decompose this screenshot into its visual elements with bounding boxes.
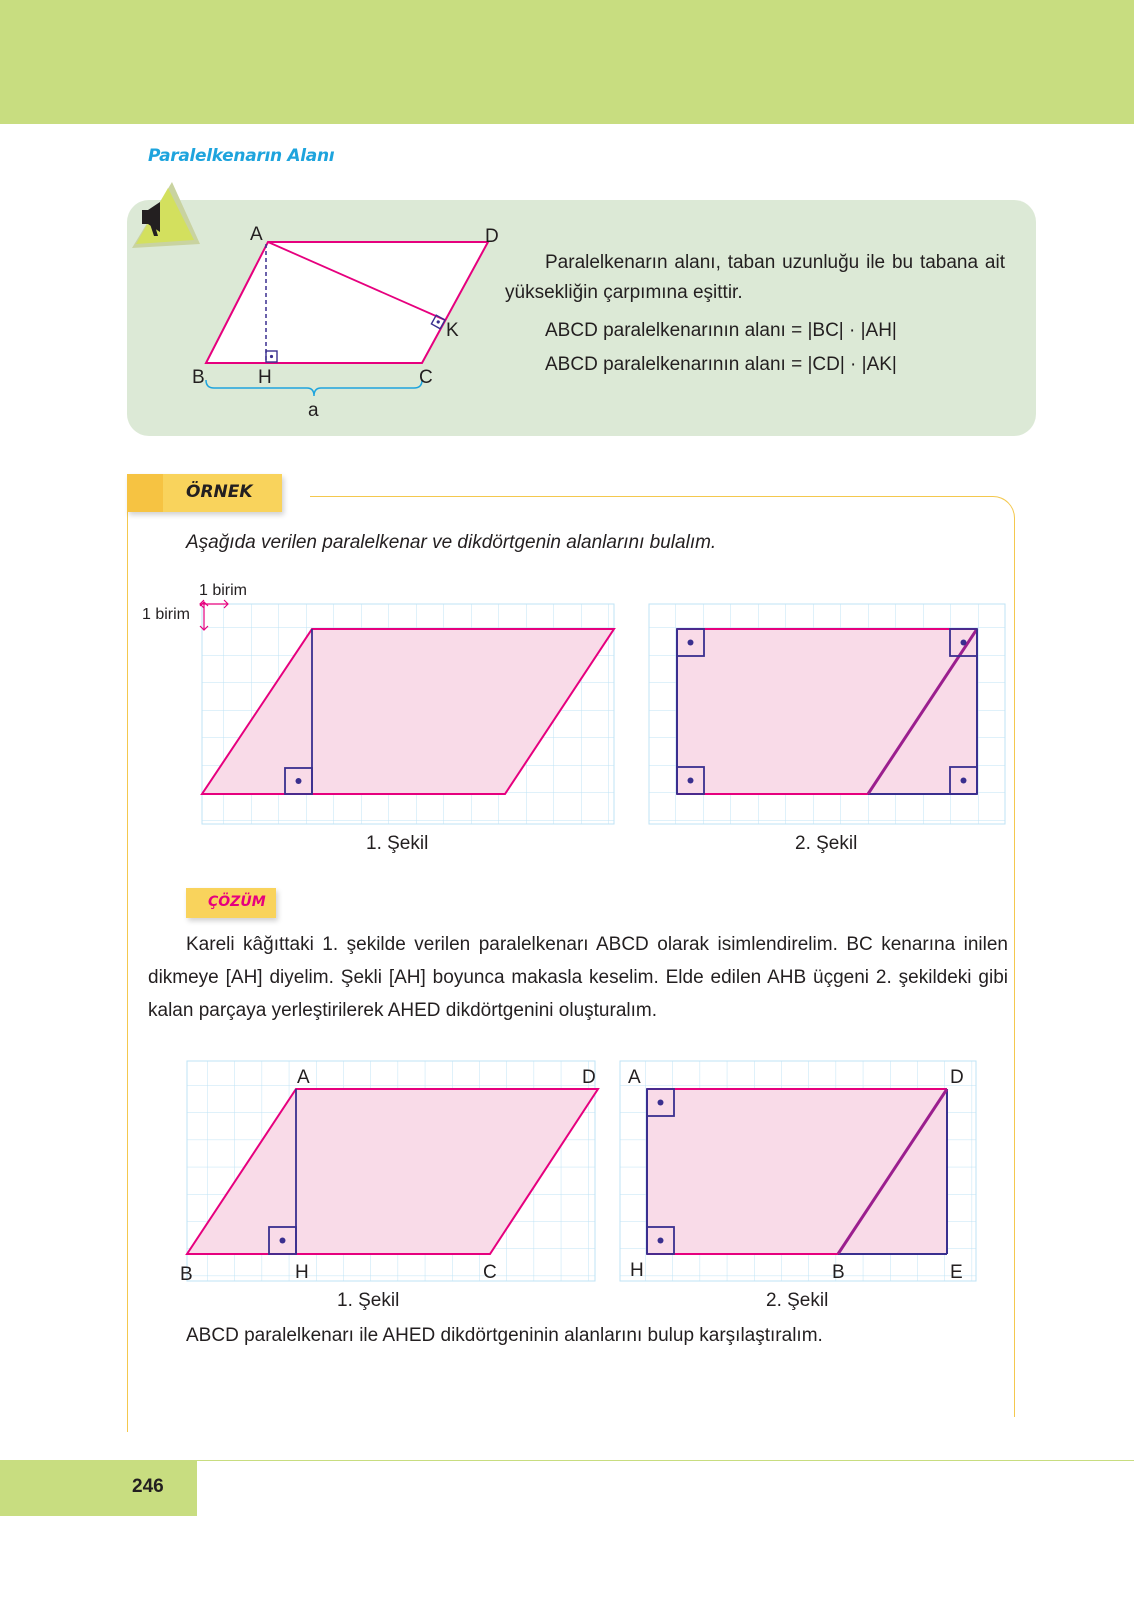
label-B: B xyxy=(192,367,205,388)
example-figure-1 xyxy=(196,600,616,830)
formula-1: ABCD paralelkenarının alanı = |BC| · |AH| xyxy=(545,320,897,341)
solution-paragraph: Kareli kâğıttaki 1. şekilde verilen paralelkenarı ABCD olarak isimlendirelim. BC kenarına inilen dikmeye [AH] diyelim. Şekli [AH] boyunca makasla keselim. Elde edilen AHB üçgeni 2. şekildeki gibi kalan parçaya yerleştirilerek AHED dikdörtgenini oluşturalım. xyxy=(148,934,1008,1021)
example-figure-2 xyxy=(648,600,1010,830)
sol1-label-B: B xyxy=(180,1264,193,1285)
label-a: a xyxy=(308,400,319,421)
example-question: Aşağıda verilen paralelkenar ve dikdörtgenin alanlarını bulalım. xyxy=(186,532,717,553)
label-K: K xyxy=(446,320,459,341)
section-title: Paralelkenarın Alanı xyxy=(148,146,335,166)
example-figure-2-caption: 2. Şekil xyxy=(795,833,858,854)
sol2-label-E: E xyxy=(950,1262,963,1283)
sol1-label-A: A xyxy=(297,1067,310,1088)
unit-label-x: 1 birim xyxy=(199,582,248,599)
solution-figure-2 xyxy=(618,1058,986,1308)
sol1-label-H: H xyxy=(295,1262,309,1283)
formula-2: ABCD paralelkenarının alanı = |CD| · |AK| xyxy=(545,354,897,375)
sol2-label-A: A xyxy=(628,1067,641,1088)
sol1-label-C: C xyxy=(483,1262,497,1283)
definition-text: Paralelkenarın alanı, taban uzunluğu ile bu tabana ait yüksekliğin çarpımına eşittir. xyxy=(505,252,1005,303)
closing-text: ABCD paralelkenarı ile AHED dikdörtgeninin alanlarını bulup karşılaştıralım. xyxy=(186,1325,823,1346)
unit-label-y: 1 birim xyxy=(142,606,191,623)
solution-figure-1 xyxy=(180,1058,610,1308)
header-band xyxy=(0,0,1134,124)
unit-arrow-x xyxy=(198,598,238,618)
label-H: H xyxy=(258,367,272,388)
sol2-label-D: D xyxy=(950,1067,964,1088)
sol1-label-D: D xyxy=(582,1067,596,1088)
parallelogram-definition-diagram xyxy=(180,220,500,430)
page-number: 246 xyxy=(132,1476,164,1497)
label-A: A xyxy=(250,224,263,245)
sol2-label-B: B xyxy=(832,1262,845,1283)
solution-figure-1-caption: 1. Şekil xyxy=(337,1290,400,1311)
label-C: C xyxy=(419,367,433,388)
example-tab-label: ÖRNEK xyxy=(186,482,253,502)
page-number-box xyxy=(0,1461,197,1516)
example-figure-1-caption: 1. Şekil xyxy=(366,833,429,854)
solution-tab-label: ÇÖZÜM xyxy=(208,894,266,910)
example-frame-left xyxy=(127,512,128,1432)
label-D: D xyxy=(485,226,499,247)
solution-figure-2-caption: 2. Şekil xyxy=(766,1290,829,1311)
sol2-label-H: H xyxy=(630,1260,644,1281)
